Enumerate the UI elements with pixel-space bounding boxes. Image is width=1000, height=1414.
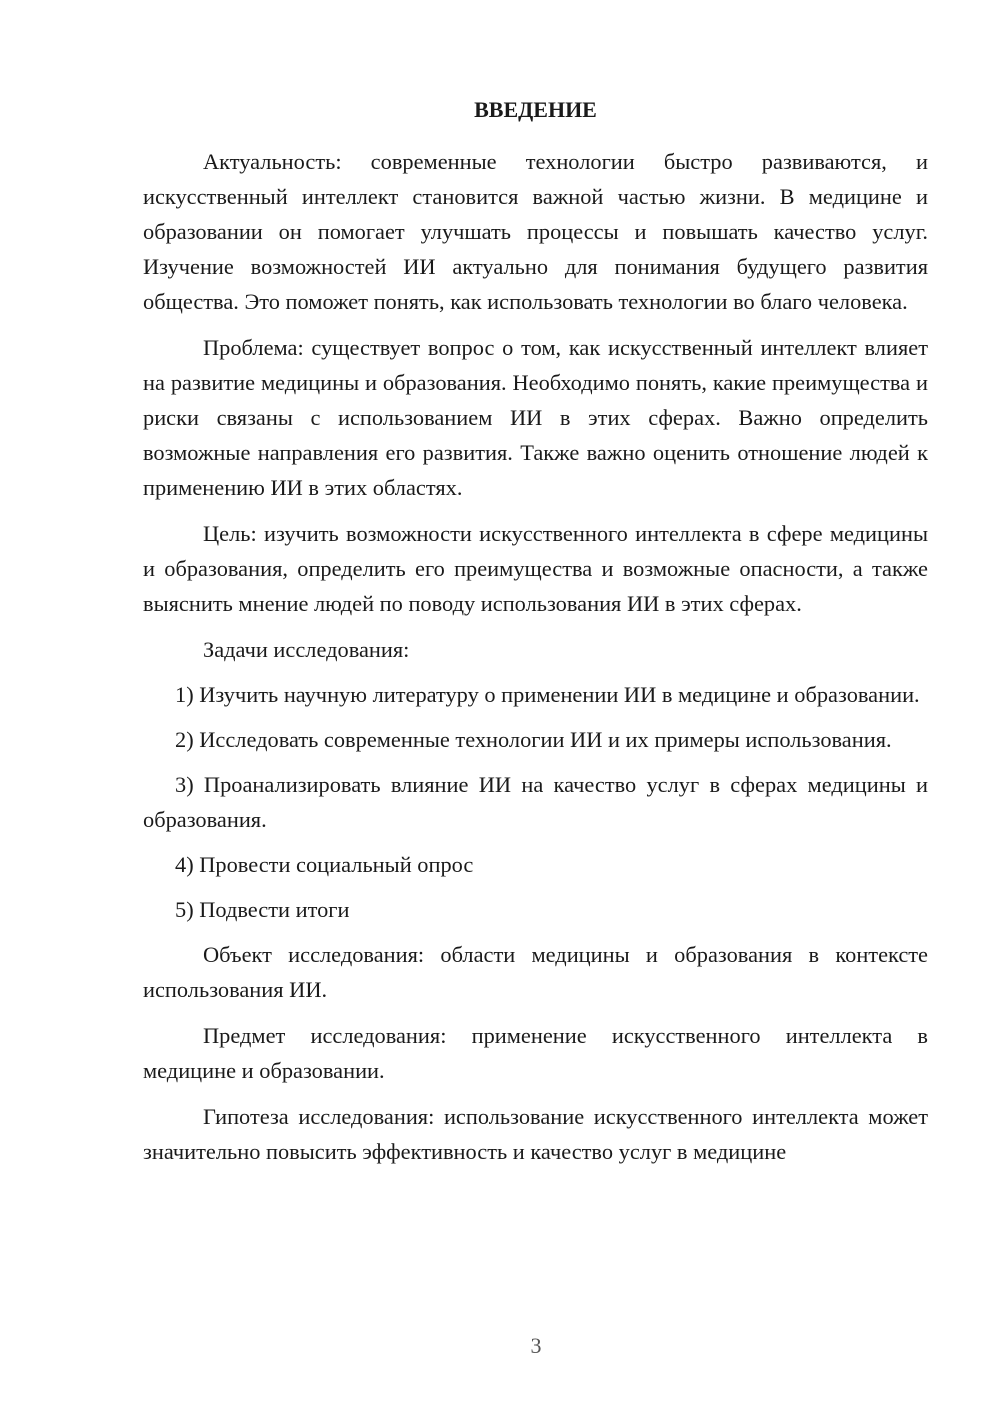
paragraph-goal: Цель: изучить возможности искусственного интеллекта в сфере медицины и образования, определить его преимущества и возможные опасности, а также выяснить мнение людей по поводу использования ИИ в этих сферах. xyxy=(143,521,928,616)
section-heading: ВВЕДЕНИЕ xyxy=(474,97,597,122)
task-item-1: 1) Изучить научную литературу о применении ИИ в медицине и образовании. xyxy=(175,682,920,707)
tasks-title: Задачи исследования: xyxy=(203,637,410,662)
task-item-4: 4) Провести социальный опрос xyxy=(175,852,474,877)
paragraph-object: Объект исследования: области медицины и образования в контексте использования ИИ. xyxy=(143,942,928,1002)
document-body xyxy=(143,92,928,1180)
task-item-3: 3) Проанализировать влияние ИИ на качество услуг в сферах медицины и образования. xyxy=(143,772,928,832)
task-item-2: 2) Исследовать современные технологии ИИ и их примеры использования. xyxy=(175,727,892,752)
paragraph-subject: Предмет исследования: применение искусственного интеллекта в медицине и образовании. xyxy=(143,1023,928,1083)
page-number: 3 xyxy=(530,1333,542,1358)
paragraph-relevance: Актуальность: современные технологии быстро развиваются, и искусственный интеллект становится важной частью жизни. В медицине и образовании он помогает улучшать процессы и повышать качество услуг. Изучение возможностей ИИ актуально для понимания будущего развития общества. Это поможет понять, как использовать технологии во благо человека. xyxy=(143,149,928,314)
paragraph-problem: Проблема: существует вопрос о том, как искусственный интеллект влияет на развитие медицины и образования. Необходимо понять, какие преимущества и риски связаны с использованием ИИ в этих сферах. Важно определить возможные направления его развития. Также важно оценить отношение людей к применению ИИ в этих областях. xyxy=(143,335,928,500)
task-item-5: 5) Подвести итоги xyxy=(175,897,350,922)
paragraph-hypothesis: Гипотеза исследования: использование искусственного интеллекта может значительно повысить эффективность и качество услуг в медицине xyxy=(143,1104,928,1164)
